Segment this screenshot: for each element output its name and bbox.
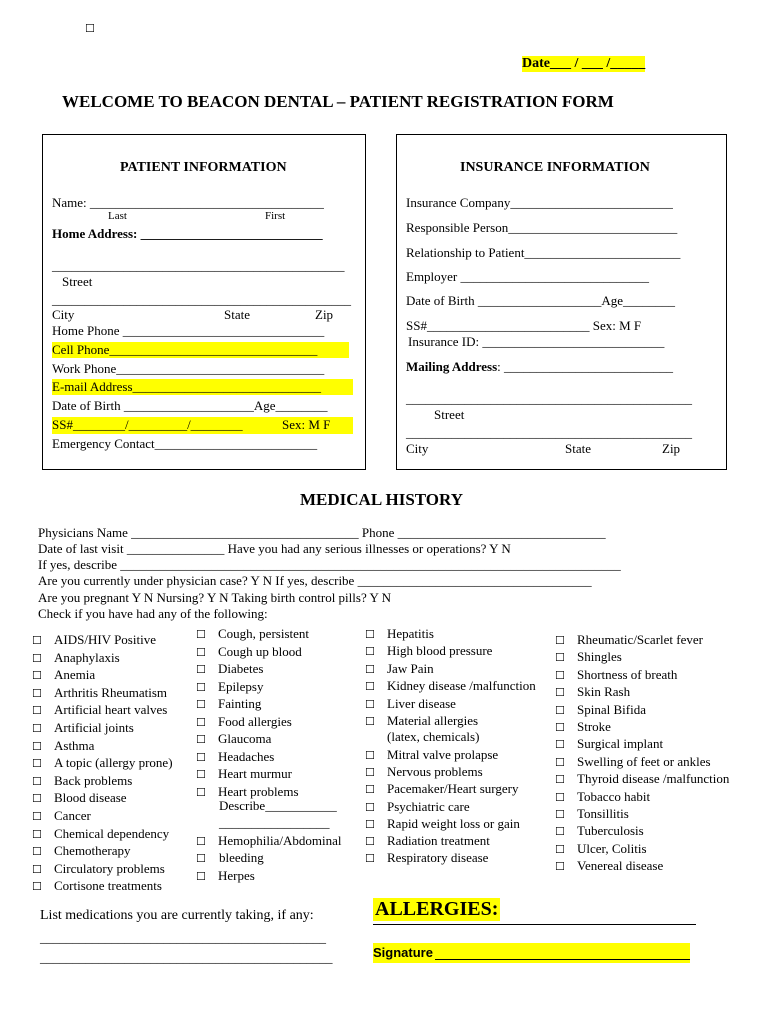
condition-label: Tonsillitis — [577, 806, 629, 821]
condition-label: Tobacco habit — [577, 788, 651, 804]
condition-item[interactable] — [32, 667, 95, 683]
condition-label: Cough, persistent — [218, 626, 309, 641]
condition-label: Anemia — [54, 667, 96, 683]
condition-label: Psychiatric care — [387, 798, 470, 814]
condition-item[interactable] — [555, 719, 611, 735]
condition-item[interactable] — [196, 749, 274, 765]
checkbox[interactable]: ☐ — [32, 739, 42, 753]
condition-label: Mitral valve prolapse — [387, 747, 499, 762]
condition-label: Chemical dependency — [54, 825, 170, 841]
condition-label: Asthma — [54, 737, 95, 753]
condition-label: Heart murmur — [218, 766, 293, 781]
checkbox[interactable]: ☐ — [196, 645, 206, 659]
condition-label: Artificial joints — [54, 720, 134, 735]
checkbox[interactable]: ☐ — [555, 738, 565, 752]
condition-item[interactable] — [196, 661, 263, 677]
home-phone-field[interactable]: Home Phone _______________________________ — [52, 323, 325, 338]
checkbox[interactable]: ☐ — [32, 669, 42, 683]
condition-item[interactable] — [196, 833, 341, 849]
condition-item[interactable] — [365, 696, 456, 712]
condition-item[interactable] — [196, 714, 292, 730]
condition-item[interactable] — [365, 850, 488, 866]
condition-label: Surgical implant — [577, 736, 664, 752]
condition-item[interactable] — [32, 826, 169, 842]
condition-item[interactable] — [365, 626, 434, 642]
checkbox[interactable]: ☐ — [196, 733, 206, 746]
condition-label: Rheumatic/Scarlet fever — [577, 632, 703, 647]
checkbox[interactable]: ☐ — [555, 755, 565, 769]
signature-label: Signature — [373, 945, 433, 960]
condition-item[interactable] — [32, 755, 173, 771]
heart-problems-describe[interactable]: Describe___________ — [219, 798, 337, 813]
condition-item[interactable] — [365, 764, 483, 780]
condition-item[interactable] — [32, 843, 131, 859]
checkbox[interactable]: ☐ — [32, 880, 42, 894]
checkbox[interactable]: ☐ — [365, 628, 375, 641]
email-field[interactable]: E-mail Address_____________________________ — [52, 379, 353, 395]
checkbox[interactable]: ☐ — [555, 721, 565, 734]
ins-zip-label: Zip — [662, 441, 681, 456]
condition-label: AIDS/HIV Positive — [54, 632, 156, 647]
condition-item[interactable] — [365, 713, 478, 729]
ins-city-label: City — [406, 441, 429, 456]
checkbox[interactable]: ☐ — [555, 825, 565, 839]
condition-label: Circulatory problems — [54, 860, 165, 876]
condition-label: Nervous problems — [387, 764, 483, 780]
work-phone-field[interactable]: Work Phone________________________________ — [52, 361, 325, 376]
checkbox[interactable]: ☐ — [196, 663, 206, 676]
condition-item[interactable] — [365, 643, 492, 659]
checkbox[interactable]: ☐ — [32, 845, 42, 859]
checkbox[interactable]: ☐ — [555, 651, 565, 665]
condition-label: Diabetes — [218, 661, 264, 676]
condition-item[interactable] — [555, 702, 646, 718]
condition-item[interactable] — [196, 626, 309, 642]
checkbox[interactable]: ☐ — [365, 749, 375, 762]
condition-item[interactable] — [555, 806, 629, 822]
allergies-line[interactable] — [373, 924, 696, 925]
condition-item[interactable] — [196, 731, 271, 747]
top-checkbox[interactable]: ☐ — [85, 22, 95, 35]
condition-label: Cough up blood — [218, 643, 302, 659]
condition-label: Cortisone treatments — [54, 878, 162, 894]
condition-label: Fainting — [218, 696, 262, 711]
checkbox[interactable]: ☐ — [196, 852, 206, 865]
insurance-company-field[interactable]: Insurance Company_________________________ — [406, 195, 673, 210]
medical-history-heading: MEDICAL HISTORY — [300, 490, 463, 509]
street-label: Street — [62, 274, 93, 289]
condition-item[interactable] — [32, 861, 165, 877]
condition-label: Ulcer, Colitis — [577, 840, 647, 856]
condition-label: Food allergies — [218, 713, 292, 729]
condition-label: Back problems — [54, 772, 133, 788]
if-yes-describe-field[interactable]: If yes, describe _____________________________________________________________________________ — [38, 557, 621, 572]
condition-label: Herpes — [218, 868, 255, 883]
last-visit-field[interactable]: Date of last visit _______________ Have you had any serious illnesses or operations? Y N — [38, 541, 511, 556]
allergies-label: ALLERGIES: — [375, 898, 499, 920]
checkbox[interactable]: ☐ — [365, 645, 375, 659]
condition-item[interactable] — [555, 684, 630, 700]
bleeding-checkbox[interactable] — [196, 850, 218, 866]
checkbox[interactable]: ☐ — [196, 870, 206, 883]
checkbox[interactable]: ☐ — [32, 862, 42, 876]
checkbox[interactable]: ☐ — [32, 722, 42, 735]
cell-phone-field[interactable]: Cell Phone________________________________ — [52, 342, 349, 358]
patient-name-field[interactable]: Name: ____________________________________ — [52, 195, 324, 210]
checkbox[interactable]: ☐ — [32, 704, 42, 718]
heart-problems-describe-line[interactable]: _________________ — [219, 815, 330, 830]
condition-label: Headaches — [218, 748, 275, 764]
condition-label: Blood disease — [54, 790, 127, 806]
checkbox[interactable]: ☐ — [555, 686, 565, 700]
condition-item[interactable] — [365, 816, 520, 832]
patient-sex-field[interactable]: Sex: M F — [282, 417, 331, 432]
city-label: City — [52, 307, 75, 322]
condition-label: Pacemaker/Heart surgery — [387, 781, 519, 797]
checkbox[interactable]: ☐ — [196, 785, 206, 799]
condition-label: Rapid weight loss or gain — [387, 815, 520, 831]
checkbox[interactable]: ☐ — [365, 680, 375, 694]
condition-item[interactable] — [365, 747, 498, 763]
condition-label: Venereal disease — [577, 858, 664, 874]
condition-item[interactable] — [555, 736, 663, 752]
checkbox[interactable]: ☐ — [365, 835, 375, 848]
condition-item[interactable] — [32, 878, 162, 894]
condition-item[interactable] — [196, 644, 302, 660]
home-address-field[interactable]: Home Address: ____________________________ — [52, 226, 323, 241]
medications-line-1[interactable]: ____________________________________________ — [40, 930, 326, 945]
insurance-info-heading: INSURANCE INFORMATION — [460, 160, 650, 175]
condition-label: Liver disease — [387, 695, 456, 711]
ins-state-label: State — [565, 441, 591, 456]
checkbox[interactable]: ☐ — [555, 860, 565, 874]
checkbox[interactable]: ☐ — [196, 750, 206, 764]
date-field[interactable]: Date___ / ___ /_____ — [522, 56, 646, 71]
checkbox[interactable]: ☐ — [365, 766, 375, 780]
condition-label: Skin Rash — [577, 684, 631, 700]
condition-label: Shortness of breath — [577, 666, 678, 682]
mailing-address-field[interactable] — [406, 359, 673, 375]
checkbox[interactable]: ☐ — [555, 668, 565, 682]
checkbox[interactable]: ☐ — [365, 697, 375, 711]
first-label: First — [265, 210, 286, 222]
checkbox[interactable]: ☐ — [555, 634, 565, 647]
checkbox[interactable]: ☐ — [196, 628, 206, 641]
condition-item[interactable] — [365, 781, 519, 797]
condition-label: Swelling of feet or ankles — [577, 753, 711, 769]
checkbox[interactable]: ☐ — [555, 773, 565, 787]
condition-item[interactable] — [555, 789, 650, 805]
condition-label: Respiratory disease — [387, 850, 489, 866]
herpes-item[interactable] — [196, 868, 255, 884]
medications-line-2[interactable]: _____________________________________________ — [40, 950, 333, 965]
ins-street-label: Street — [434, 407, 465, 422]
condition-item[interactable] — [555, 771, 729, 787]
condition-label: Material allergies — [387, 713, 479, 728]
condition-item[interactable] — [32, 632, 156, 648]
condition-label: Jaw Pain — [387, 660, 434, 676]
condition-label: Shingles — [577, 649, 622, 665]
relationship-field[interactable]: Relationship to Patient________________________ — [406, 245, 681, 260]
mailing-address-blank: : __________________________ — [497, 359, 674, 374]
checkbox[interactable]: ☐ — [555, 703, 565, 717]
ins-street-line[interactable]: ____________________________________________ — [406, 391, 692, 406]
checkbox[interactable]: ☐ — [32, 634, 42, 647]
checkbox[interactable]: ☐ — [32, 792, 42, 806]
responsible-person-field[interactable]: Responsible Person__________________________ — [406, 220, 678, 235]
condition-label: Hepatitis — [387, 626, 434, 641]
condition-item[interactable] — [32, 720, 134, 736]
condition-label: Radiation treatment — [387, 833, 490, 848]
checkbox[interactable]: ☐ — [196, 835, 206, 848]
patient-ss-field[interactable]: SS#________/_________/________ — [52, 417, 243, 432]
checkbox[interactable]: ☐ — [365, 817, 375, 831]
checkbox[interactable]: ☐ — [365, 852, 375, 866]
condition-label: Hemophilia/Abdominal — [218, 833, 342, 848]
condition-label: Heart problems — [218, 783, 299, 799]
condition-label: A topic (allergy prone) — [54, 755, 173, 771]
checkbox[interactable]: ☐ — [196, 680, 206, 694]
zip-label: Zip — [315, 307, 334, 322]
insurance-dob-field[interactable]: Date of Birth ___________________Age________ — [406, 293, 676, 308]
condition-label: Spinal Bifida — [577, 701, 646, 717]
mailing-address-label: Mailing Address — [406, 359, 498, 374]
street-line[interactable]: _____________________________________________ — [52, 258, 345, 273]
condition-label: Artificial heart valves — [54, 702, 168, 718]
signature-field[interactable] — [373, 943, 690, 963]
patient-dob-field[interactable]: Date of Birth ____________________Age________ — [52, 398, 328, 413]
checkbox[interactable]: ☐ — [365, 715, 375, 728]
emergency-contact-field[interactable]: Emergency Contact_________________________ — [52, 436, 318, 451]
form-title: WELCOME TO BEACON DENTAL – PATIENT REGISTRATION FORM — [62, 92, 614, 111]
condition-item[interactable] — [555, 754, 711, 770]
condition-item[interactable] — [32, 650, 120, 666]
condition-item[interactable] — [365, 678, 536, 694]
condition-item[interactable] — [196, 696, 261, 712]
checkbox[interactable]: ☐ — [555, 808, 565, 821]
checkbox[interactable]: ☐ — [555, 790, 565, 804]
hemophilia-bleeding-label: bleeding — [219, 850, 264, 865]
checkbox[interactable]: ☐ — [32, 651, 42, 665]
insurance-id-field[interactable]: Insurance ID: ____________________________ — [408, 334, 665, 349]
condition-label: Chemotherapy — [54, 843, 131, 859]
condition-item[interactable] — [32, 738, 94, 754]
state-label: State — [224, 307, 250, 322]
checkbox[interactable]: ☐ — [555, 842, 565, 856]
medications-label: List medications you are currently taking, if any: — [40, 908, 314, 923]
condition-item[interactable] — [555, 649, 622, 665]
last-label: Last — [108, 210, 127, 222]
condition-item[interactable] — [365, 661, 434, 677]
condition-item[interactable] — [196, 766, 292, 782]
condition-item[interactable] — [32, 773, 132, 789]
checkbox[interactable]: ☐ — [196, 698, 206, 711]
condition-label: High blood pressure — [387, 643, 493, 659]
insurance-ss-field[interactable]: SS#_________________________ Sex: M F — [406, 318, 642, 333]
checkbox[interactable]: ☐ — [32, 686, 42, 700]
condition-label: Anaphylaxis — [54, 649, 120, 665]
city-line[interactable]: ______________________________________________ — [52, 292, 351, 307]
condition-item[interactable] — [555, 632, 703, 648]
condition-label: Kidney disease /malfunction — [387, 678, 536, 694]
condition-item[interactable] — [555, 823, 644, 839]
condition-label: Glaucoma — [218, 731, 272, 746]
condition-item[interactable] — [32, 702, 167, 718]
physician-field[interactable]: Physicians Name ___________________________________ Phone ________________________________ — [38, 525, 606, 540]
condition-label: Arthritis Rheumatism — [54, 684, 168, 700]
check-intro: Check if you have had any of the following: — [38, 606, 268, 621]
condition-item[interactable] — [555, 667, 677, 683]
condition-item[interactable] — [32, 685, 167, 701]
condition-label: Cancer — [54, 808, 91, 823]
condition-label: Thyroid disease /malfunction — [577, 771, 730, 787]
condition-label: Epilepsy — [218, 678, 264, 694]
material-allergies-latex: (latex, chemicals) — [387, 729, 480, 744]
condition-label: Stroke — [577, 719, 611, 734]
condition-item[interactable] — [555, 858, 663, 874]
checkbox[interactable]: ☐ — [365, 800, 375, 814]
checkbox[interactable]: ☐ — [32, 757, 42, 771]
ins-city-line[interactable]: ____________________________________________ — [406, 425, 692, 440]
under-care-field[interactable]: Are you currently under physician case? Y N If yes, describe ____________________________________ — [38, 573, 592, 588]
checkbox[interactable]: ☐ — [32, 827, 42, 841]
checkbox[interactable]: ☐ — [365, 662, 375, 676]
checkbox[interactable]: ☐ — [196, 768, 206, 781]
checkbox[interactable]: ☐ — [32, 774, 42, 788]
pregnant-nursing-field[interactable]: Are you pregnant Y N Nursing? Y N Taking birth control pills? Y N — [38, 590, 392, 605]
condition-label: Tuberculosis — [577, 823, 644, 839]
checkbox[interactable]: ☐ — [365, 783, 375, 797]
condition-item[interactable] — [555, 841, 647, 857]
checkbox[interactable]: ☐ — [196, 715, 206, 729]
employer-field[interactable]: Employer _____________________________ — [406, 269, 650, 284]
patient-info-heading: PATIENT INFORMATION — [120, 160, 287, 175]
condition-item[interactable] — [196, 679, 264, 695]
checkbox[interactable]: ☐ — [32, 810, 42, 823]
condition-item[interactable] — [365, 833, 490, 849]
condition-item[interactable] — [365, 799, 470, 815]
condition-item[interactable] — [32, 808, 91, 824]
condition-item[interactable] — [32, 790, 127, 806]
